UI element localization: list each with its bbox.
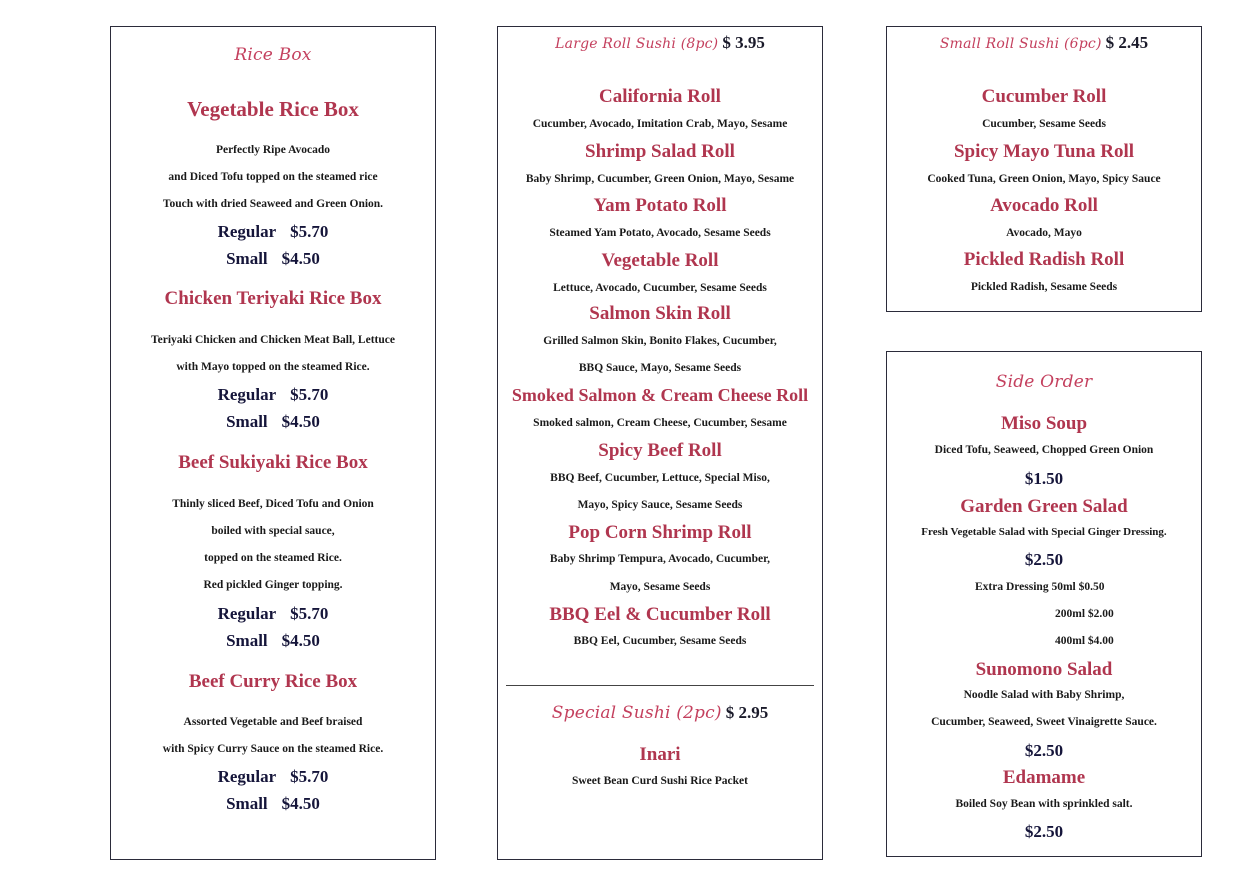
size-price: $5.70 xyxy=(290,385,329,404)
size-label: Regular xyxy=(217,604,277,623)
item-name: Vegetable Roll xyxy=(601,250,719,271)
special-sushi-header xyxy=(498,703,822,723)
special-sushi-price: $ 2.95 xyxy=(725,703,769,722)
item-desc: Mayo, Spicy Sauce, Sesame Seeds xyxy=(577,499,743,511)
divider xyxy=(506,685,814,686)
item-desc: Cooked Tuna, Green Onion, Mayo, Spicy Sauce xyxy=(927,173,1161,185)
item-desc: Smoked salmon, Cream Cheese, Cucumber, Sesame xyxy=(533,417,787,429)
size-row xyxy=(111,604,435,624)
item-price: $1.50 xyxy=(1024,469,1064,488)
item-desc: Touch with dried Seaweed and Green Onion. xyxy=(162,198,384,210)
item-name: Chicken Teriyaki Rice Box xyxy=(164,288,382,309)
size-row xyxy=(111,794,435,814)
size-label: Regular xyxy=(217,385,277,404)
item-desc: Lettuce, Avocado, Cucumber, Sesame Seeds xyxy=(553,282,767,294)
item-desc: Noodle Salad with Baby Shrimp, xyxy=(963,689,1125,701)
rice-box-panel xyxy=(110,26,436,860)
small-roll-price: $ 2.45 xyxy=(1105,33,1149,52)
item-name: Spicy Mayo Tuna Roll xyxy=(953,141,1135,162)
size-row xyxy=(111,631,435,651)
item-desc: Assorted Vegetable and Beef braised xyxy=(183,716,363,728)
item-desc: Red pickled Ginger topping. xyxy=(203,579,343,591)
extra-dressing-line: 200ml $2.00 xyxy=(1055,608,1114,620)
item-name: Garden Green Salad xyxy=(960,496,1128,517)
item-desc: Pickled Radish, Sesame Seeds xyxy=(970,281,1118,293)
size-label: Regular xyxy=(217,222,277,241)
special-sushi-title: Special Sushi (2pc) xyxy=(551,703,722,723)
item-name: Vegetable Rice Box xyxy=(187,97,359,121)
item-desc: Avocado, Mayo xyxy=(1006,227,1082,239)
rice-box-title: Rice Box xyxy=(234,45,312,65)
size-label: Small xyxy=(226,412,268,431)
item-desc: BBQ Beef, Cucumber, Lettuce, Special Miso, xyxy=(550,472,770,484)
item-name: Smoked Salmon & Cream Cheese Roll xyxy=(511,385,809,405)
small-roll-panel xyxy=(886,26,1202,312)
item-name: Beef Sukiyaki Rice Box xyxy=(178,452,368,473)
item-desc: Cucumber, Sesame Seeds xyxy=(982,118,1106,130)
size-price: $4.50 xyxy=(281,412,320,431)
size-row xyxy=(111,767,435,787)
size-label: Small xyxy=(226,631,268,650)
extra-dressing-line: 400ml $4.00 xyxy=(1055,635,1114,647)
item-name: Beef Curry Rice Box xyxy=(188,671,358,692)
size-label: Small xyxy=(226,794,268,813)
item-desc: Baby Shrimp Tempura, Avocado, Cucumber, xyxy=(549,553,771,565)
item-name: Pop Corn Shrimp Roll xyxy=(568,522,752,543)
size-price: $5.70 xyxy=(290,767,329,786)
item-desc: Sweet Bean Curd Sushi Rice Packet xyxy=(571,775,748,787)
small-roll-header xyxy=(887,33,1201,53)
item-name: Edamame xyxy=(1002,767,1086,788)
item-name: Inari xyxy=(639,744,681,765)
item-price: $2.50 xyxy=(1024,550,1064,569)
item-desc: Perfectly Ripe Avocado xyxy=(215,144,331,156)
item-price: $2.50 xyxy=(1024,741,1064,760)
size-price: $5.70 xyxy=(290,604,329,623)
item-name: Cucumber Roll xyxy=(981,86,1107,107)
item-desc: with Spicy Curry Sauce on the steamed Rice. xyxy=(162,743,384,755)
item-name: Yam Potato Roll xyxy=(593,195,727,216)
side-order-panel xyxy=(886,351,1202,857)
item-name: California Roll xyxy=(599,86,721,107)
item-desc: Steamed Yam Potato, Avocado, Sesame Seeds xyxy=(549,227,771,239)
size-row xyxy=(111,385,435,405)
item-name: Salmon Skin Roll xyxy=(589,303,731,324)
size-label: Small xyxy=(226,249,268,268)
item-desc: and Diced Tofu topped on the steamed rice xyxy=(168,171,378,183)
item-desc: BBQ Eel, Cucumber, Sesame Seeds xyxy=(573,635,747,647)
large-roll-title: Large Roll Sushi (8pc) xyxy=(555,36,719,52)
item-desc: Baby Shrimp, Cucumber, Green Onion, Mayo, Sesame xyxy=(525,173,795,185)
small-roll-title: Small Roll Sushi (6pc) xyxy=(939,36,1102,52)
item-desc: Fresh Vegetable Salad with Special Ginger Dressing. xyxy=(921,526,1167,538)
extra-dressing-line: Extra Dressing 50ml $0.50 xyxy=(975,581,1105,593)
item-price: $2.50 xyxy=(1024,822,1064,841)
item-name: Miso Soup xyxy=(1000,413,1088,434)
size-price: $5.70 xyxy=(290,222,329,241)
size-label: Regular xyxy=(217,767,277,786)
item-desc: BBQ Sauce, Mayo, Sesame Seeds xyxy=(578,362,742,374)
item-desc: Thinly sliced Beef, Diced Tofu and Onion xyxy=(172,498,374,510)
item-name: Pickled Radish Roll xyxy=(963,249,1125,270)
size-row xyxy=(111,412,435,432)
size-price: $4.50 xyxy=(281,631,320,650)
size-row xyxy=(111,249,435,269)
item-desc: Diced Tofu, Seaweed, Chopped Green Onion xyxy=(934,444,1154,456)
item-name: Shrimp Salad Roll xyxy=(585,141,735,162)
item-name: Spicy Beef Roll xyxy=(598,440,722,461)
item-desc: Cucumber, Avocado, Imitation Crab, Mayo, Sesame xyxy=(532,118,788,130)
item-desc: Mayo, Sesame Seeds xyxy=(609,581,711,593)
side-order-title: Side Order xyxy=(995,372,1093,392)
item-desc: Grilled Salmon Skin, Bonito Flakes, Cucumber, xyxy=(543,335,777,347)
item-name: Sunomono Salad xyxy=(975,659,1113,680)
size-price: $4.50 xyxy=(281,794,320,813)
large-roll-header xyxy=(498,33,822,53)
item-desc: Boiled Soy Bean with sprinkled salt. xyxy=(955,798,1133,810)
item-desc: boiled with special sauce, xyxy=(211,525,335,537)
item-desc: Cucumber, Seaweed, Sweet Vinaigrette Sauce. xyxy=(931,716,1157,728)
item-desc: with Mayo topped on the steamed Rice. xyxy=(176,361,370,373)
item-desc: topped on the steamed Rice. xyxy=(204,552,342,564)
item-name: BBQ Eel & Cucumber Roll xyxy=(549,604,771,625)
size-price: $4.50 xyxy=(281,249,320,268)
item-desc: Teriyaki Chicken and Chicken Meat Ball, Lettuce xyxy=(151,334,395,346)
item-name: Avocado Roll xyxy=(990,195,1098,216)
size-row xyxy=(111,222,435,242)
large-roll-price: $ 3.95 xyxy=(722,33,765,52)
large-roll-panel xyxy=(497,26,823,860)
